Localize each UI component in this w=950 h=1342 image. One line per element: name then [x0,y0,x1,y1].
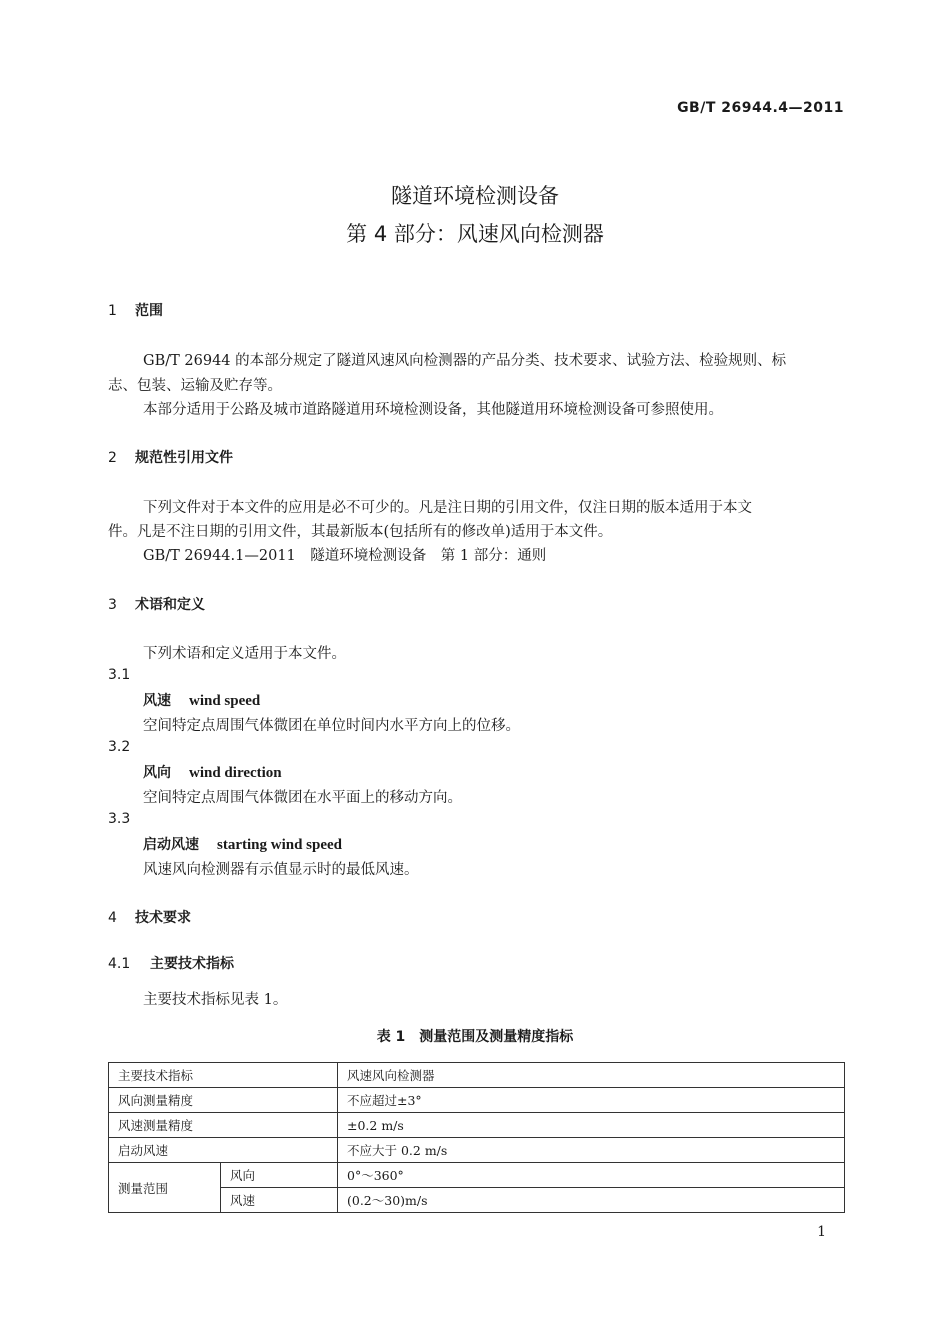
term-en: wind direction [189,765,282,781]
table-cell-value: 0°～360° [338,1163,845,1188]
section-number: 2 [108,450,117,466]
section-title: 规范性引用文件 [135,450,233,466]
table-header-row [109,1063,845,1088]
normative-reference: GB/T 26944.1—2011 隧道环境检测设备 第 1 部分：通则 [143,548,547,564]
section-number: 3 [108,597,117,613]
table-header-cell: 主要技术指标 [109,1063,338,1088]
term-definition: 空间特定点周围气体微团在单位时间内水平方向上的位移。 [143,718,520,734]
table-cell-value: (0.2～30)m/s [338,1188,845,1213]
term-definition: 风速风向检测器有示值显示时的最低风速。 [143,862,419,878]
page-number: 1 [817,1224,826,1240]
section-4-heading [108,907,191,927]
term-title [143,834,342,854]
section-number: 4 [108,910,117,926]
table-row [109,1088,845,1113]
table-cell-sublabel: 风速 [221,1188,338,1213]
table-cell-label: 风速测量精度 [109,1113,338,1138]
table-cell-group-label: 测量范围 [109,1163,221,1213]
specification-table [108,1062,845,1213]
paragraph: 下列术语和定义适用于本文件。 [143,646,346,662]
term-number: 3.2 [108,739,131,755]
term-title [143,690,260,710]
paragraph: 主要技术指标见表 1。 [143,992,288,1008]
term-definition: 空间特定点周围气体微团在水平面上的移动方向。 [143,790,462,806]
table-cell-value: ±0.2 m/s [338,1113,845,1138]
term-number: 3.1 [108,667,131,683]
term-number: 3.3 [108,811,131,827]
term-zh: 启动风速 [143,837,199,853]
paragraph: GB/T 26944 的本部分规定了隧道风速风向检测器的产品分类、技术要求、试验方法、检验规则、标 [143,353,787,369]
section-title: 术语和定义 [135,597,205,613]
document-title-line1: 隧道环境检测设备 [391,184,559,208]
term-zh: 风向 [143,765,171,781]
term-title [143,762,282,782]
subsection-number: 4.1 [108,956,131,972]
table-caption: 表 1 测量范围及测量精度指标 [376,1029,574,1045]
section-title: 范围 [135,303,163,319]
section-3-heading [108,594,205,614]
standard-number: GB/T 26944.4—2011 [677,100,844,116]
table-header-cell: 风速风向检测器 [338,1063,845,1088]
document-title-line2: 第 4 部分：风速风向检测器 [346,222,604,246]
table-cell-sublabel: 风向 [221,1163,338,1188]
term-zh: 风速 [143,693,171,709]
subsection-title: 主要技术指标 [150,956,234,972]
section-number: 1 [108,303,117,319]
section-2-heading [108,447,233,467]
paragraph: 下列文件对于本文件的应用是必不可少的。凡是注日期的引用文件，仅注日期的版本适用于本文 [143,500,752,516]
paragraph: 志、包装、运输及贮存等。 [108,378,282,394]
paragraph: 件。凡是不注日期的引用文件，其最新版本(包括所有的修改单)适用于本文件。 [108,524,613,540]
table-row [109,1138,845,1163]
table-cell-label: 启动风速 [109,1138,338,1163]
table-cell-label: 风向测量精度 [109,1088,338,1113]
section-title: 技术要求 [135,910,191,926]
term-en: wind speed [189,693,261,709]
table-row [109,1163,845,1188]
subsection-4-1-heading [108,953,234,973]
table-cell-value: 不应大于 0.2 m/s [338,1138,845,1163]
term-en: starting wind speed [217,837,343,853]
table-row [109,1113,845,1138]
table-cell-value: 不应超过±3° [338,1088,845,1113]
paragraph: 本部分适用于公路及城市道路隧道用环境检测设备，其他隧道用环境检测设备可参照使用。 [143,402,723,418]
section-1-heading [108,300,163,320]
